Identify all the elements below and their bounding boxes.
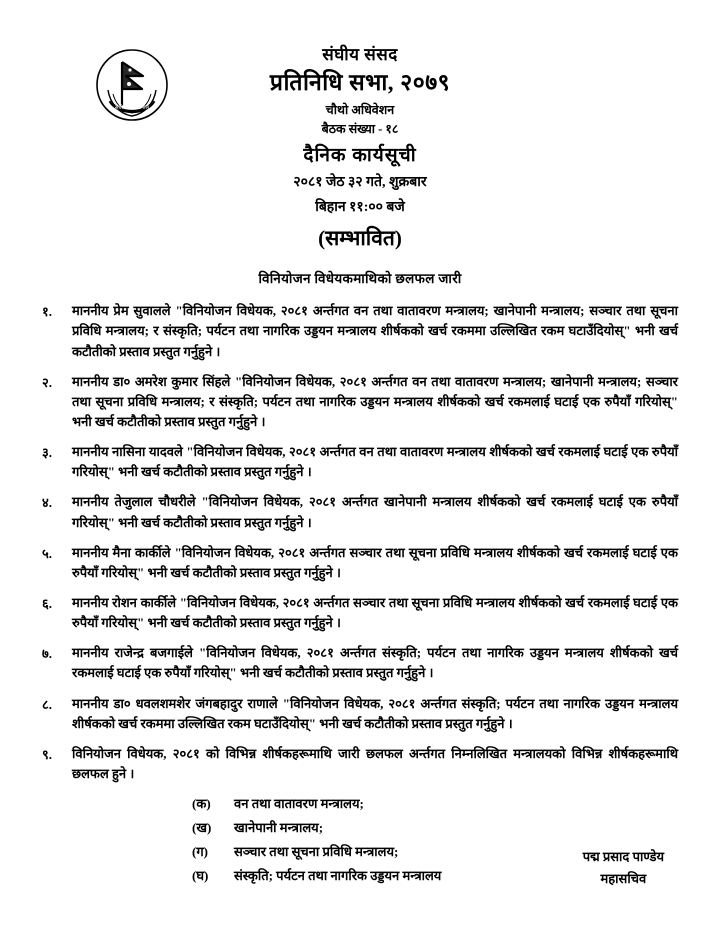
agenda-subitem-text: वन तथा वातावरण मन्त्रालय; [234,796,364,812]
agenda-item-text: माननीय डा० धवलशमशेर जंगबहादुर राणाले "विनियोजन विधेयक, २०८१ अर्न्तगत संस्कृति; पर्यटन तथा नागरिक उड्डयन मन्त्रालय शीर्षकको खर्च रकममा उल्लिखित रकम घटाउँदियोस्" भनी खर्च कटौतीको प्रस्ताव प्रस्तुत गर्नुहुने । [72,695,678,731]
header-agenda-title: दैनिक कार्यसूची [303,145,417,167]
agenda-item-text: माननीय राजेन्द्र बजगाईले "विनियोजन विधेयक, २०८१ अर्न्तगत संस्कृति; पर्यटन तथा नागरिक उड्डयन मन्त्रालय शीर्षकको खर्च रकमलाई घटाई एक रुपैयाँ गरियोस्" भनी खर्च कटौतीको प्रस्ताव प्रस्तुत गर्नुहुने । [72,645,678,681]
agenda-item [42,372,678,432]
agenda-subitem-text: सञ्चार तथा सूचना प्रविधि मन्त्रालय; [234,844,399,860]
agenda-item [42,744,678,784]
agenda-item-text: माननीय प्रेम सुवालले "विनियोजन विधेयक, २०८१ अर्न्तगत वन तथा वातावरण मन्त्रालय; खानेपानी मन्त्रालय; सञ्चार तथा सूचना प्रविधि मन्त्रालय; र संस्कृति; पर्यटन तथा नागरिक उड्डयन मन्त्रालय शीर्षकको खर्च रकममा उल्लिखित रकम घटाउँदियोस्" भनी खर्च कटौतीको प्रस्ताव प्रस्तुत गर्नुहुने । [72,303,678,359]
header-date: २०८१ जेठ ३२ गते, शुक्रबार [293,175,427,190]
agenda-item [42,301,678,361]
agenda-item [42,442,678,482]
svg-text:संघीय संसद नेपाल: संघीय संसद नेपाल [115,105,149,111]
agenda-subitem-label: (घ) [192,868,209,884]
agenda-item [42,492,678,532]
header-house-title: प्रतिनिधि सभा, २०७९ [269,70,451,96]
agenda-item-text: माननीय नासिना यादवले "विनियोजन विधेयक, २०८१ अर्न्तगत वन तथा वातावरण मन्त्रालय शीर्षकको खर्च रकमलाई घटाई एक रुपैयाँ गरियोस्" भनी खर्च कटौतीको प्रस्ताव प्रस्तुत गर्नुहुने । [72,444,678,480]
agenda-subtitle: विनियोजन विधेयकमाथिको छलफल जारी [258,271,462,287]
agenda-item-number: १. [42,304,53,320]
agenda-item-text: माननीय मैना कार्कीले "विनियोजन विधेयक, २०८१ अर्न्तगत सञ्चार तथा सूचना प्रविधि मन्त्रालय शीर्षकको खर्च रकमलाई घटाई एक रुपैयाँ गरियोस्" भनी खर्च कटौतीको प्रस्ताव प्रस्तुत गर्नुहुने । [72,544,678,580]
agenda-subitem-label: (ख) [192,820,212,836]
agenda-item-number: ५. [42,545,53,561]
agenda-subitem-label: (ग) [192,844,208,860]
agenda-item-number: ६. [42,595,53,611]
agenda-item-number: ८. [42,696,53,712]
agenda-subitem-label: (क) [192,796,211,812]
header-time: बिहान ११:०० बजे [315,199,405,215]
signature-name: पद्म प्रसाद पाण्डेय [582,848,664,864]
signature-designation: महासचिव [600,870,647,886]
agenda-item [42,643,678,683]
agenda-item [42,543,678,583]
header-sitting-number: बैठक संख्या - १८ [321,121,399,136]
agenda-item-text: विनियोजन विधेयक, २०८१ को विभिन्न शीर्षकहरूमाथि जारी छलफल अर्न्तगत निम्नलिखित मन्त्रालयको विभिन्न शीर्षकहरूमाथि छलफल हुने । [72,745,678,781]
agenda-item-number: ७. [42,646,53,662]
nepal-emblem-icon [96,46,168,124]
agenda-item-text: माननीय तेजुलाल चौधरीले "विनियोजन विधेयक, २०८१ अर्न्तगत खानेपानी मन्त्रालय शीर्षकको खर्च रकमलाई घटाई एक रुपैयाँ गरियोस्" भनी खर्च कटौतीको प्रस्ताव प्रस्तुत गर्नुहुने । [72,494,678,530]
agenda-item [42,593,678,633]
agenda-item [42,694,678,734]
signature-block [583,846,664,890]
agenda-subitem-text: खानेपानी मन्त्रालय; [234,820,324,836]
agenda-item-list [42,301,678,884]
agenda-item-number: २. [42,374,53,390]
header-session: चौथो अधिवेशन [325,103,395,117]
header-tentative-note: (सम्भावित) [318,226,402,250]
agenda-item-text: माननीय डा० अमरेश कुमार सिंहले "विनियोजन विधेयक, २०८१ अर्न्तगत वन तथा वातावरण मन्त्रालय; खानेपानी मन्त्रालय; सञ्चार तथा सूचना प्रविधि मन्त्रालय; र संस्कृति; पर्यटन तथा नागरिक उड्डयन मन्त्रालय शीर्षकको खर्च रकमलाई घटाई एक रुपैयाँ गरियोस्" भनी खर्च कटौतीको प्रस्ताव प्रस्तुत गर्नुहुने । [72,373,678,429]
agenda-subitem-text: संस्कृति; पर्यटन तथा नागरिक उड्डयन मन्त्रालय [234,868,442,884]
agenda-subitem [192,794,678,812]
agenda-subitem [192,818,678,836]
header-parliament-title: संघीय संसद [322,45,398,64]
agenda-item-text: माननीय रोशन कार्कीले "विनियोजन विधेयक, २०८१ अर्न्तगत सञ्चार तथा सूचना प्रविधि मन्त्रालय शीर्षकको खर्च रकमलाई घटाई एक रुपैयाँ गरियोस्" भनी खर्च कटौतीको प्रस्ताव प्रस्तुत गर्नुहुने । [72,594,678,631]
agenda-item-number: ९. [42,746,53,762]
agenda-item-number: ४. [42,495,53,511]
document-header [0,0,720,251]
agenda-item-number: ३. [42,445,53,461]
